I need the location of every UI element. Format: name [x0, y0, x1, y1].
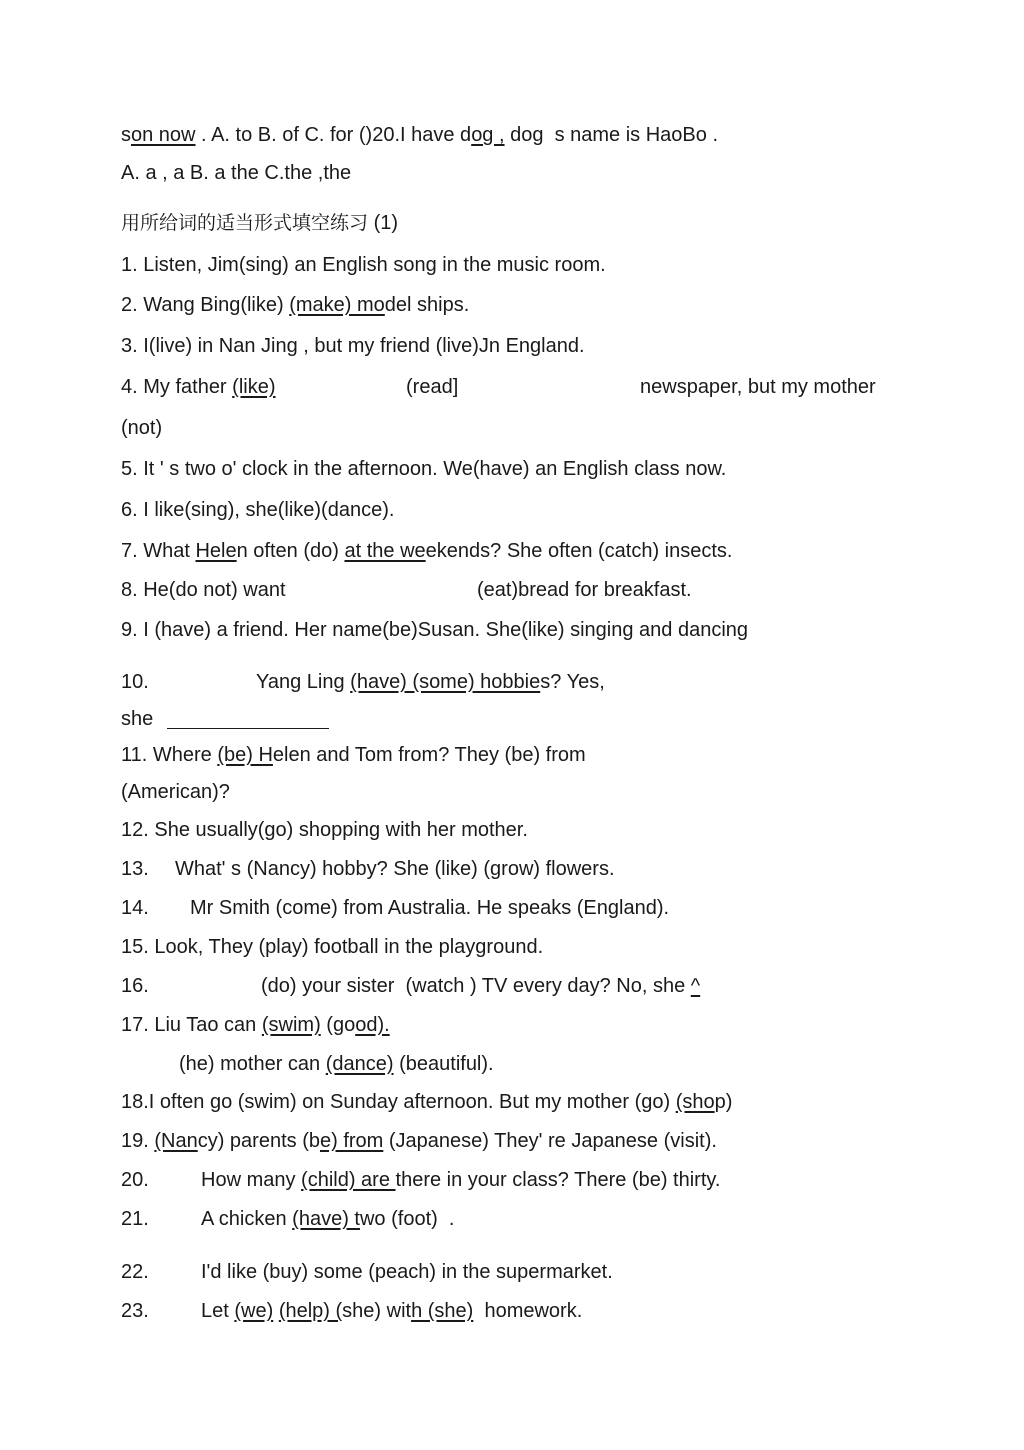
text: (he) mother can: [179, 1053, 326, 1075]
text: (not): [121, 417, 163, 439]
text-line: [121, 123, 718, 147]
question-11: [121, 743, 586, 767]
question-21-part: [201, 1207, 454, 1231]
text: (beautiful).: [393, 1053, 494, 1075]
question-16: [121, 974, 149, 998]
text: p): [714, 1091, 733, 1113]
text: s? Yes,: [540, 671, 605, 693]
question-8: [121, 578, 286, 602]
text: 18.I often go (swim) on Sunday afternoon. But my mother (go): [121, 1091, 676, 1113]
text-line: [121, 707, 329, 731]
question-6: [121, 498, 394, 522]
text-line: [179, 1052, 494, 1076]
text: 12. She usually(go) shopping with her mother.: [121, 819, 528, 841]
question-14: [121, 896, 149, 920]
text: homework.: [473, 1300, 583, 1322]
text: (like): [232, 376, 276, 398]
question-20: [121, 1168, 149, 1192]
text: 8. He(do not) want: [121, 579, 286, 601]
text: she) wit: [342, 1300, 412, 1322]
text: 23.: [121, 1300, 149, 1322]
question-19: [121, 1129, 717, 1153]
question-8-part: [477, 578, 692, 602]
text: s: [121, 124, 131, 146]
text: A chicken: [201, 1208, 293, 1230]
text: 20.: [121, 1169, 149, 1191]
question-13: [121, 857, 149, 881]
text: . A. to B. of C. for ()20.I have d: [195, 124, 472, 146]
question-23-part: [201, 1299, 582, 1323]
question-10-part: [256, 670, 605, 694]
text: 2. Wang Bing(like): [121, 294, 290, 316]
text: on now: [131, 124, 196, 146]
text: 9. I (have) a friend. Her name(be)Susan. She(like) singing and dancing: [121, 619, 749, 641]
question-4: [121, 375, 276, 399]
text: (have) (some) hobbie: [350, 671, 541, 693]
text: 5. It ' s two o' clock in the afternoon. We(have) an English class now.: [121, 458, 727, 480]
text: (have) t: [292, 1208, 360, 1230]
text: Let: [201, 1300, 235, 1322]
text: (go: [320, 1014, 356, 1036]
text-line: [121, 416, 162, 440]
question-20-part: [201, 1168, 720, 1192]
question-9: [121, 618, 748, 642]
text: (Nan: [154, 1130, 198, 1152]
question-5: [121, 457, 726, 481]
text: (read]: [406, 376, 459, 398]
text: at the we: [344, 540, 426, 562]
question-21: [121, 1207, 149, 1231]
question-7: [121, 539, 732, 563]
question-18: [121, 1090, 732, 1114]
text: (dance): [325, 1053, 394, 1075]
question-10: [121, 670, 149, 694]
question-15: [121, 935, 543, 959]
text: there in your class? There (be) thirty.: [395, 1169, 721, 1191]
text: (help) (: [278, 1300, 343, 1322]
text: dog s name is HaoBo .: [504, 124, 718, 146]
text: elen and Tom from? They (be) from: [272, 744, 586, 766]
text: she: [121, 708, 154, 730]
text: del ships.: [384, 294, 470, 316]
question-1: [121, 253, 606, 277]
text: What' s (Nancy) hobby? She (like) (grow) flowers.: [175, 858, 615, 880]
text: I'd like (buy) some (peach) in the supermarket.: [201, 1261, 613, 1283]
question-12: [121, 818, 528, 842]
text: How many: [201, 1169, 302, 1191]
text: 21.: [121, 1208, 149, 1230]
text: A. a , a B. a the C.the ,the: [121, 162, 352, 184]
text: (child) are: [301, 1169, 396, 1191]
text: 10.: [121, 671, 149, 693]
text: od).: [355, 1014, 390, 1036]
question-22-part: [201, 1260, 613, 1284]
question-17: [121, 1013, 390, 1037]
text: 15. Look, They (play) football in the playground.: [121, 936, 544, 958]
text: (we): [234, 1300, 274, 1322]
text: 7. What: [121, 540, 196, 562]
text: 4. My father: [121, 376, 233, 398]
text-line: [121, 780, 230, 804]
text: 1. Listen, Jim(sing) an English song in the music room.: [121, 254, 606, 276]
text: 17. Liu Tao can: [121, 1014, 262, 1036]
question-4-part: [640, 375, 876, 399]
question-16-part: [261, 974, 700, 998]
text: 14.: [121, 897, 149, 919]
text: h (she): [411, 1300, 474, 1322]
text: (swim): [261, 1014, 321, 1036]
question-3: [121, 334, 585, 358]
text: 3. I(live) in Nan Jing , but my friend (live)Jn England.: [121, 335, 585, 357]
text: Hele: [195, 540, 237, 562]
text: newspaper, but my mother: [640, 376, 876, 398]
text: e) from: [319, 1130, 384, 1152]
section-heading: [121, 211, 398, 235]
text: 22.: [121, 1261, 149, 1283]
text: 11. Where: [121, 744, 218, 766]
question-14-part: [190, 896, 669, 920]
text: n often (do): [236, 540, 345, 562]
heading-text: 用所给词的适当形式填空练习: [121, 212, 369, 234]
answer-blank: [167, 710, 329, 729]
text: Mr Smith (come) from Australia. He speaks (England).: [190, 897, 670, 919]
text: (Japanese) They' re Japanese (visit).: [383, 1130, 717, 1152]
text: Yang Ling: [256, 671, 351, 693]
text: ekends? She often (catch) insects.: [425, 540, 733, 562]
heading-number: (1): [368, 212, 399, 234]
text: 19.: [121, 1130, 155, 1152]
text-line: [121, 161, 351, 185]
question-23: [121, 1299, 149, 1323]
text: 16.: [121, 975, 149, 997]
question-4-part: [406, 375, 458, 399]
question-2: [121, 293, 469, 317]
text: (American)?: [121, 781, 230, 803]
question-22: [121, 1260, 149, 1284]
text: 6. I like(sing), she(like)(dance).: [121, 499, 395, 521]
text: (do) your sister (watch ) TV every day? No, she: [261, 975, 691, 997]
text: wo (foot) .: [359, 1208, 455, 1230]
question-13-part: [175, 857, 615, 881]
text: (make) mo: [289, 294, 385, 316]
text: (be) H: [217, 744, 273, 766]
text: og ,: [471, 124, 505, 146]
text: cy) parents (b: [197, 1130, 320, 1152]
text: ^: [690, 975, 701, 997]
text: (eat)bread for breakfast.: [477, 579, 692, 601]
text: (sho: [675, 1091, 715, 1113]
text: 13.: [121, 858, 149, 880]
